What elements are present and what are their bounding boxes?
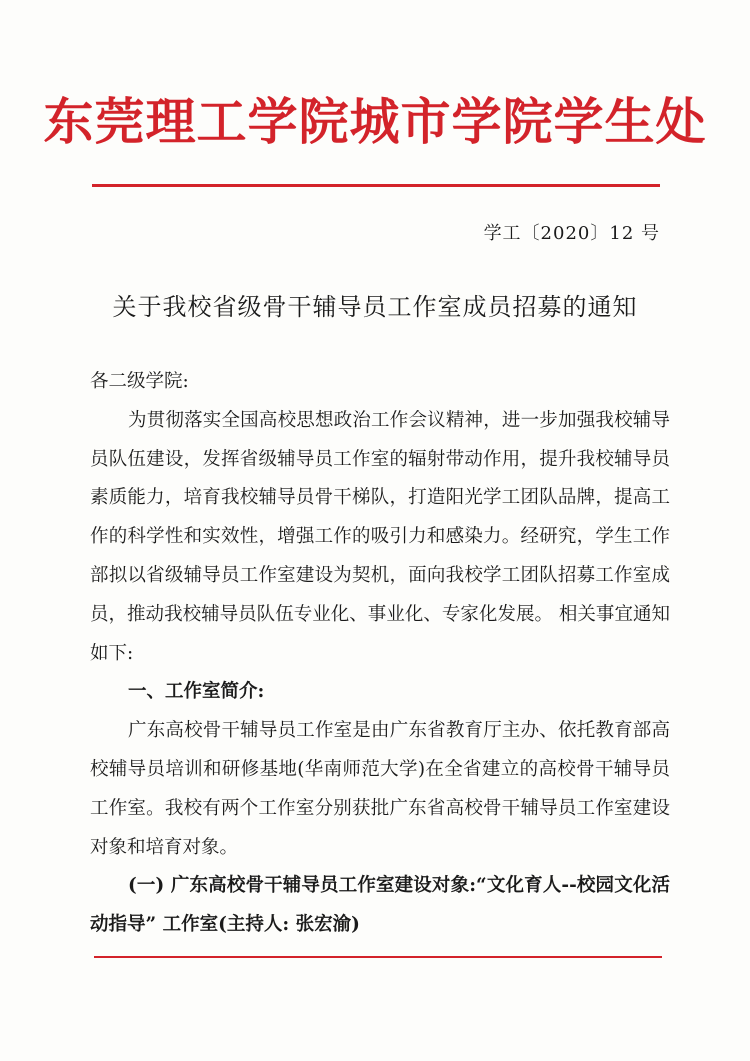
- section-heading-1: 一、工作室简介:: [128, 681, 265, 703]
- document-body: [90, 363, 670, 945]
- document-number: 学工〔2020〕12 号: [483, 223, 660, 244]
- paragraph-overview: 广东高校骨干辅导员工作室是由广东省教育厅主办、依托教育部高校辅导员培训和研修基地(华南师范大学)在全省建立的高校骨干辅导员工作室。我校有两个工作室分别获批广东省高校骨干辅导员工作室建设对象和培育对象。: [90, 720, 670, 858]
- notice-title: 关于我校省级骨干辅导员工作室成员招募的通知: [112, 293, 638, 321]
- paragraph-intro: 为贯彻落实全国高校思想政治工作会议精神，进一步加强我校辅导员队伍建设，发挥省级辅导员工作室的辐射带动作用，提升我校辅导员素质能力，培育我校辅导员骨干梯队，打造阳光学工团队品牌，提高工作的科学性和实效性，增强工作的吸引力和感染力。经研究，学生工作部拟以省级辅导员工作室建设为契机，面向我校学工团队招募工作室成员，推动我校辅导员队伍专业化、事业化、专家化发展。 相关事宜通知如下:: [90, 409, 670, 664]
- subsection-heading-1: (一) 广东高校骨干辅导员工作室建设对象:“文化育人--校园文化活动指导” 工作室(主持人: 张宏渝): [90, 875, 670, 936]
- salutation: 各二级学院:: [90, 371, 189, 392]
- letterhead-divider: [92, 184, 660, 187]
- letterhead-title: 东莞理工学院城市学院学生处: [43, 92, 707, 151]
- footer-divider: [94, 956, 662, 958]
